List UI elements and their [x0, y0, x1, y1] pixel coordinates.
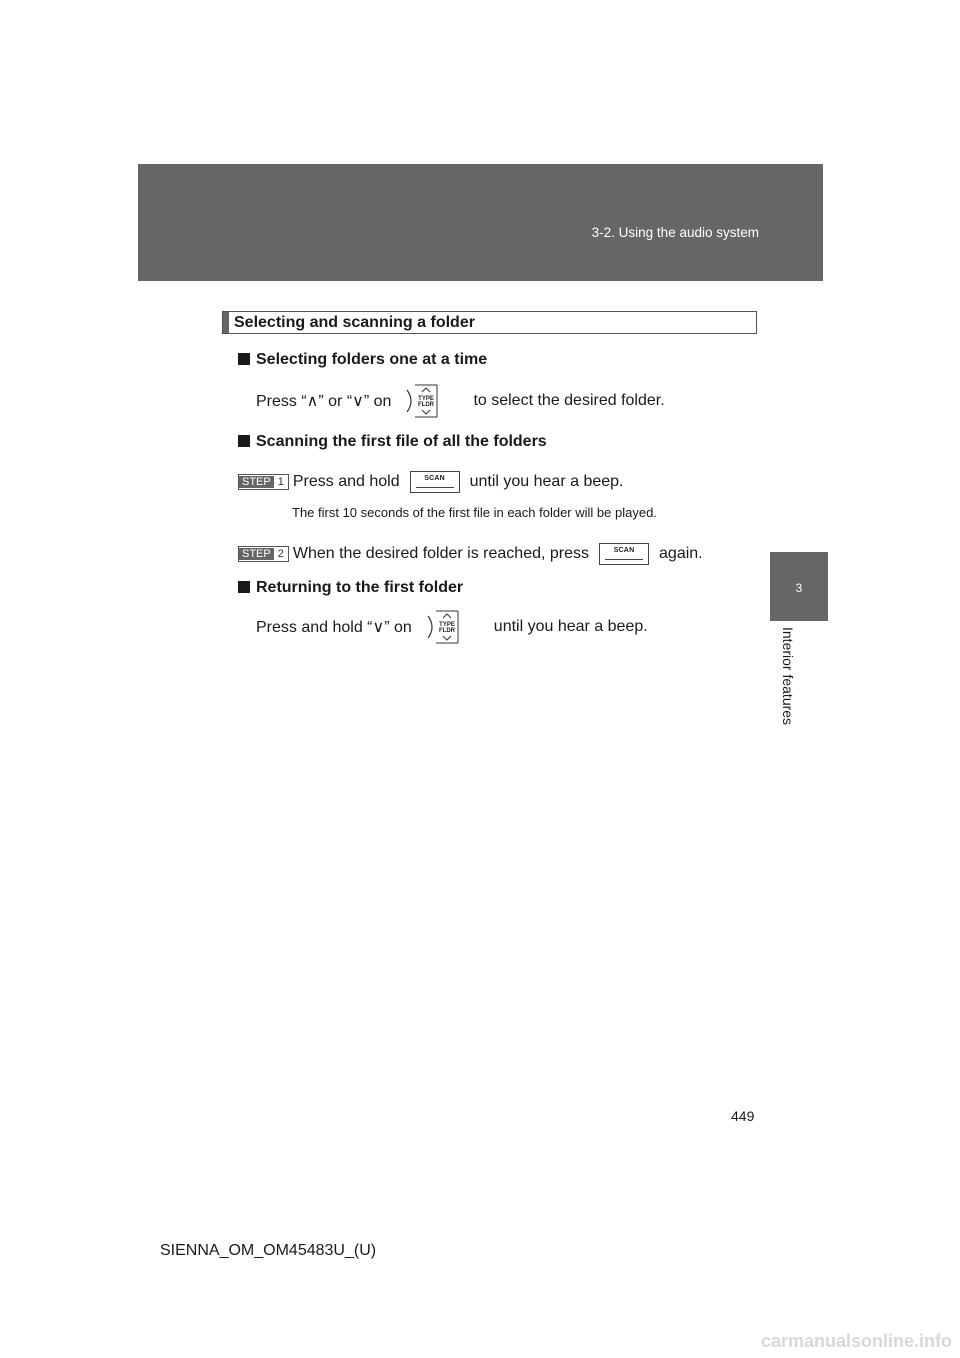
header-band	[138, 164, 823, 281]
subheading-selecting-folders	[238, 351, 487, 369]
step-number: 1	[274, 476, 288, 488]
square-bullet-icon	[238, 353, 250, 365]
step-label: STEP	[239, 476, 274, 488]
instruction-text: until you hear a beep.	[493, 618, 648, 635]
chapter-label: Interior features	[780, 627, 796, 726]
step1-note: The first 10 seconds of the first file in each folder will be played.	[292, 505, 657, 520]
folder-button-line2: FLDR	[418, 402, 435, 408]
subheading-text: Scanning the first file of all the folders	[256, 433, 547, 450]
scan-button-icon	[410, 471, 460, 493]
step2-instruction	[238, 543, 703, 565]
instruction-text: Press “∧” or “∨” on	[256, 393, 392, 410]
chapter-number: 3	[795, 581, 803, 595]
step2-badge	[238, 546, 289, 562]
folder-button-line1: TYPE	[418, 396, 435, 402]
chapter-tab	[770, 552, 828, 621]
instruction-text: to select the desired folder.	[473, 392, 665, 409]
returning-instruction	[256, 610, 648, 644]
watermark: carmanualsonline.info	[760, 1331, 952, 1351]
header-section-title: 3-2. Using the audio system	[591, 225, 759, 240]
instruction-text: Press and hold	[292, 473, 400, 490]
step1-badge	[238, 474, 289, 490]
scan-button-label: SCAN	[424, 475, 445, 482]
instruction-text: until you hear a beep.	[469, 473, 624, 490]
type-fldr-button-icon	[403, 384, 461, 418]
section-title-box	[222, 311, 757, 334]
scan-button-icon	[599, 543, 649, 565]
subheading-returning	[238, 579, 463, 597]
footer-document-id: SIENNA_OM_OM45483U_(U)	[160, 1242, 377, 1259]
square-bullet-icon	[238, 435, 250, 447]
page-number: 449	[731, 1108, 755, 1124]
instruction-text: again.	[659, 545, 703, 562]
instruction-text: Press and hold “∨” on	[256, 619, 412, 636]
instruction-text: When the desired folder is reached, press	[292, 545, 590, 562]
square-bullet-icon	[238, 581, 250, 593]
type-fldr-button-icon	[424, 610, 482, 644]
folder-button-line2: FLDR	[438, 628, 455, 634]
scan-button-label: SCAN	[613, 547, 635, 554]
subheading-scanning	[238, 433, 547, 451]
subheading-text: Returning to the first folder	[256, 579, 464, 596]
section-title-bar	[223, 312, 229, 333]
folder-button-line1: TYPE	[438, 622, 455, 628]
selecting-instruction	[256, 384, 665, 418]
step1-instruction	[238, 471, 623, 493]
step-label: STEP	[239, 548, 274, 560]
section-title: Selecting and scanning a folder	[234, 314, 475, 331]
subheading-text: Selecting folders one at a time	[256, 351, 488, 368]
step-number: 2	[274, 548, 288, 560]
